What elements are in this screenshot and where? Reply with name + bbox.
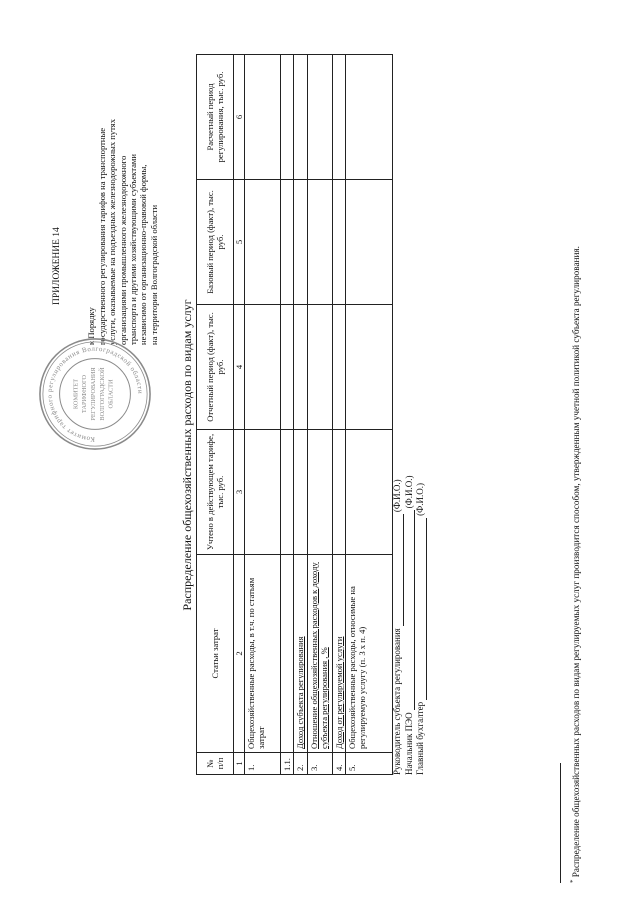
header-cell-cost-items: Статьи затрат bbox=[197, 555, 234, 753]
table-row bbox=[294, 55, 307, 775]
appendix-line: услуги, оказываемые на подъездных железнодорожных путях bbox=[107, 118, 118, 345]
signature-fio: (Ф.И.О.) bbox=[415, 483, 425, 516]
appendix-line: транспорта и другими хозяйствующими субъектами bbox=[128, 154, 139, 345]
row-value-cell bbox=[245, 180, 281, 305]
table-row bbox=[307, 55, 332, 775]
row-value-cell bbox=[294, 55, 307, 180]
table-row bbox=[345, 55, 392, 775]
footnote-text: Распределение общехозяйственных расходов по видам регулируемых услуг производится способом, утвержденным учетной политикой субъекта регулирования. bbox=[571, 246, 582, 878]
signature-fio: (Ф.И.О.) bbox=[403, 475, 414, 509]
table-row bbox=[281, 55, 294, 775]
column-index-cell: 1 bbox=[234, 753, 245, 775]
signature-block bbox=[392, 415, 427, 775]
cost-distribution-table bbox=[196, 54, 393, 775]
column-index-row bbox=[234, 55, 245, 775]
seal-center-line: ВОЛГОГРАДСКОЙ bbox=[98, 367, 106, 421]
seal-center-line: РЕГУЛИРОВАНИЯ bbox=[90, 367, 97, 421]
signature-fio: (Ф.И.О.) bbox=[392, 479, 402, 513]
header-cell-current-tariff: Учтено в действующем тарифе, тыс. руб. bbox=[197, 430, 234, 555]
header-cell-base-period: Базовый период (факт), тыс. руб. bbox=[197, 180, 234, 305]
signature-row bbox=[404, 415, 416, 775]
footnote-divider bbox=[560, 763, 561, 883]
footnote-marker: * bbox=[569, 879, 577, 883]
signature-role: Руководитель субъекта регулирования bbox=[392, 628, 402, 775]
row-value-cell bbox=[281, 430, 294, 555]
row-value-cell bbox=[294, 180, 307, 305]
appendix-line: государственного регулирования тарифов на транспортные bbox=[96, 127, 107, 345]
page-title: Распределение общехозяйственных расходов по видам услуг bbox=[180, 299, 194, 611]
signature-line bbox=[395, 514, 404, 626]
appendix-line: организациями промышленного железнодорожного bbox=[117, 155, 128, 345]
row-value-cell bbox=[345, 430, 392, 555]
row-value-cell bbox=[332, 180, 345, 305]
row-number: 1.1. bbox=[281, 753, 294, 775]
row-value-cell bbox=[345, 180, 392, 305]
row-value-cell bbox=[307, 430, 332, 555]
appendix-line: на территории Волгоградской области bbox=[148, 204, 159, 345]
row-cost-item: Общехозяйственные расходы, относимые на регулируемую услугу (п. 3 х п. 4) bbox=[345, 555, 392, 753]
row-value-cell bbox=[307, 55, 332, 180]
seal-ring-text: Комитет тарифного регулирования Волгоградской области bbox=[46, 345, 144, 443]
column-index-cell: 6 bbox=[234, 55, 245, 180]
row-value-cell bbox=[345, 305, 392, 430]
row-value-cell bbox=[332, 55, 345, 180]
row-number: 3. bbox=[307, 753, 332, 775]
appendix-title: ПРИЛОЖЕНИЕ 14 bbox=[52, 227, 62, 305]
seal-center-line: ТАРИФНОГО bbox=[81, 374, 89, 414]
row-value-cell bbox=[345, 55, 392, 180]
column-index-cell: 5 bbox=[234, 180, 245, 305]
row-value-cell bbox=[307, 305, 332, 430]
row-value-cell bbox=[294, 430, 307, 555]
row-value-cell bbox=[332, 305, 345, 430]
table-header-row bbox=[197, 55, 234, 775]
header-cell-calculation-period: Расчетный период регулирования, тыс. руб. bbox=[197, 55, 234, 180]
seal-center-line: КОМИТЕТ bbox=[72, 378, 80, 410]
appendix-block bbox=[52, 15, 159, 345]
table-row bbox=[332, 55, 345, 775]
column-index-cell: 3 bbox=[234, 430, 245, 555]
appendix-line: независимо от организационно-правовой формы, bbox=[138, 164, 149, 345]
column-index-cell: 2 bbox=[234, 555, 245, 753]
header-cell-reporting-period: Отчетный период (факт), тыс. руб. bbox=[197, 305, 234, 430]
row-number: 2. bbox=[294, 753, 307, 775]
row-cost-item bbox=[281, 555, 294, 753]
signature-role: Главный бухгалтер bbox=[415, 701, 425, 775]
signature-line bbox=[406, 510, 415, 710]
appendix-line: к Порядку bbox=[86, 307, 97, 345]
row-cost-item: Отношение общехозяйственных расходов к доходу субъекта регулирования , % bbox=[307, 555, 332, 753]
row-cost-item: Доход от регулируемой услуги bbox=[332, 555, 345, 753]
row-value-cell bbox=[245, 305, 281, 430]
row-value-cell bbox=[332, 430, 345, 555]
row-value-cell bbox=[245, 430, 281, 555]
signature-role: Начальник ПЭО bbox=[403, 712, 414, 775]
table-row bbox=[245, 55, 281, 775]
signature-row bbox=[415, 415, 427, 775]
column-index-cell: 4 bbox=[234, 305, 245, 430]
row-value-cell bbox=[281, 55, 294, 180]
row-value-cell bbox=[307, 180, 332, 305]
row-cost-item: Общехозяйственные расходы, в т.ч. по статьям затрат bbox=[245, 555, 281, 753]
official-seal bbox=[36, 335, 154, 453]
seal-center-line: ОБЛАСТИ bbox=[107, 379, 115, 409]
row-value-cell bbox=[281, 305, 294, 430]
row-value-cell bbox=[281, 180, 294, 305]
signature-line bbox=[418, 518, 427, 700]
row-cost-item: Доход субъекта регулирования bbox=[294, 555, 307, 753]
header-cell-number: № п/п bbox=[197, 753, 234, 775]
footnote bbox=[567, 23, 582, 883]
signature-row bbox=[392, 415, 404, 775]
row-number: 5. bbox=[345, 753, 392, 775]
row-value-cell bbox=[245, 55, 281, 180]
row-value-cell bbox=[294, 305, 307, 430]
row-number: 4. bbox=[332, 753, 345, 775]
row-number: 1. bbox=[245, 753, 281, 775]
